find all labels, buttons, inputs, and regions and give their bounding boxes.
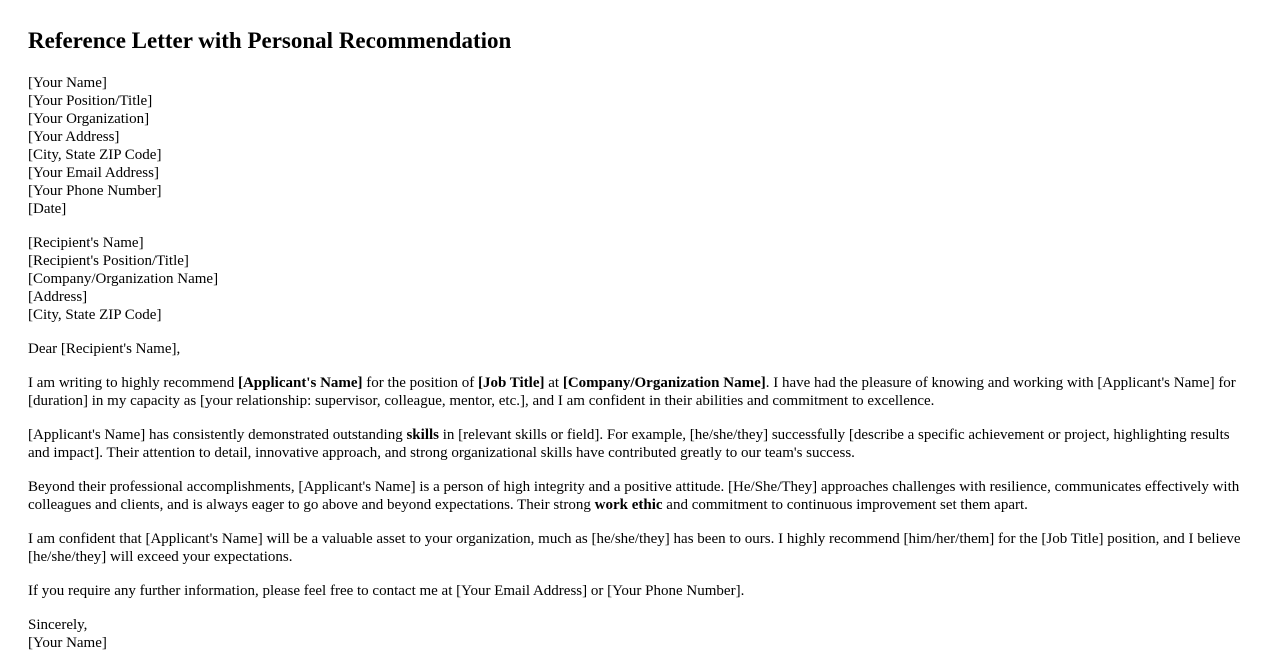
paragraph-intro — [28, 374, 1250, 410]
paragraph-text: at — [544, 375, 563, 391]
paragraph-text: I am writing to highly recommend — [28, 375, 238, 391]
sender-block — [28, 74, 161, 218]
work-ethic-bold: work ethic — [594, 497, 663, 513]
sender-organization: [Your Organization] — [28, 111, 150, 127]
paragraph-text: [Applicant's Name] has consistently demonstrated outstanding — [28, 427, 407, 443]
recipient-city: [City, State ZIP Code] — [28, 307, 162, 323]
sender-position: [Your Position/Title] — [28, 93, 153, 109]
recipient-company: [Company/Organization Name] — [28, 271, 219, 287]
paragraph-text: . I have had the pleasure of knowing and working with [Applicant's Name] for [duration] in my capacity as [your relationship: supervisor, colleague, mentor, etc.], and I am confident in their abilities and commitment to excellence. — [28, 375, 1236, 409]
letter-date: [Date] — [28, 201, 67, 217]
paragraph-contact: If you require any further information, please feel free to contact me at [Your Email Address] or [Your Phone Number]. — [28, 583, 745, 599]
sender-phone: [Your Phone Number] — [28, 183, 162, 199]
skills-bold: skills — [406, 427, 439, 443]
signature-name: [Your Name] — [28, 635, 107, 651]
applicant-name-bold: [Applicant's Name] — [237, 375, 363, 391]
paragraph-text: Beyond their professional accomplishments, [Applicant's Name] is a person of high integrity and a positive attitude. [He/She/They] approaches challenges with resilience, communicates effectively with colleagues and clients, and is always eager to go above and beyond expectations. Their strong — [28, 479, 1240, 513]
recipient-name: [Recipient's Name] — [28, 235, 144, 251]
paragraph-text: for the position of — [362, 375, 478, 391]
signature-block — [28, 616, 107, 652]
company-name-bold: [Company/Organization Name] — [562, 375, 766, 391]
recipient-address: [Address] — [28, 289, 88, 305]
job-title-bold: [Job Title] — [477, 375, 545, 391]
sender-name: [Your Name] — [28, 75, 107, 91]
recipient-position: [Recipient's Position/Title] — [28, 253, 189, 269]
paragraph-text: in [relevant skills or field]. For example, [he/she/they] successfully [describe a specific achievement or project, highlighting results and impact]. Their attention to detail, innovative approach, and strong organizational skills have contributed greatly to our team's success. — [28, 427, 1230, 461]
page-title: Reference Letter with Personal Recommendation — [28, 28, 512, 53]
greeting: Dear [Recipient's Name], — [28, 341, 181, 357]
sender-address: [Your Address] — [28, 129, 120, 145]
paragraph-recommendation: I am confident that [Applicant's Name] will be a valuable asset to your organization, much as [he/she/they] has been to ours. I highly recommend [him/her/them] for the [Job Title] position, and I believe [he/she/they] will exceed your expectations. — [28, 531, 1241, 565]
paragraph-character — [28, 478, 1250, 514]
paragraph-skills — [28, 426, 1250, 462]
paragraph-text: and commitment to continuous improvement set them apart. — [662, 497, 1028, 513]
sender-email: [Your Email Address] — [28, 165, 159, 181]
sender-city: [City, State ZIP Code] — [28, 147, 162, 163]
closing: Sincerely, — [28, 617, 88, 633]
recipient-block — [28, 234, 218, 324]
